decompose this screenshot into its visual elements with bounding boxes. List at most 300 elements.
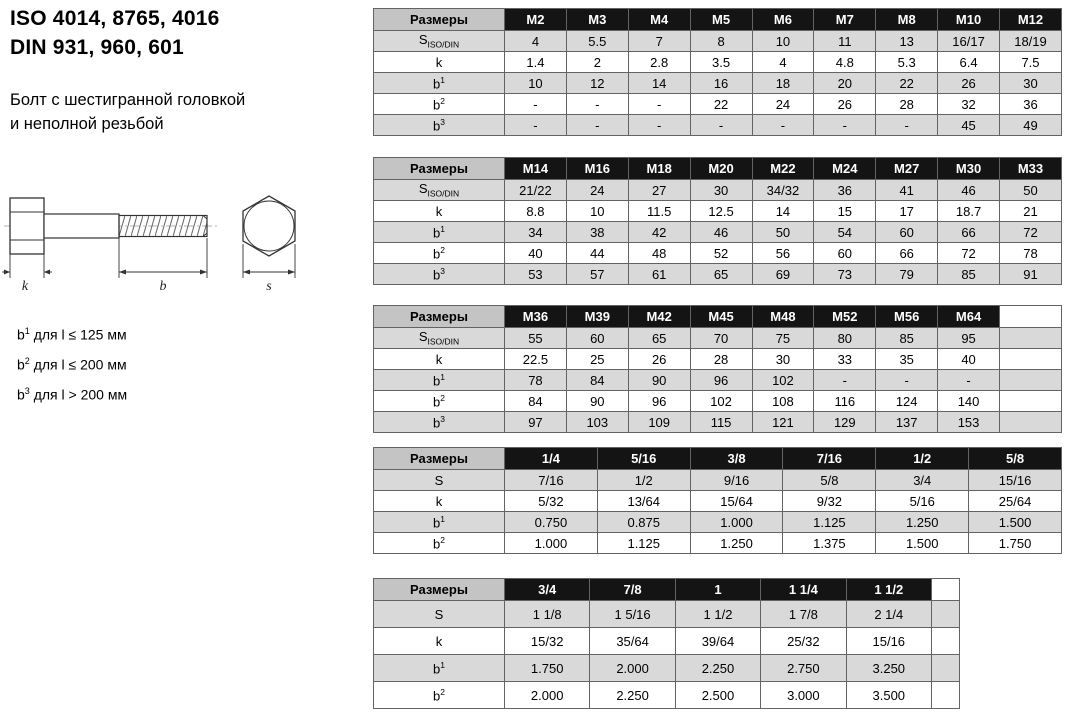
table-cell: 108 bbox=[752, 391, 814, 412]
table-cell: 115 bbox=[690, 412, 752, 433]
col-header-sizes: Размеры bbox=[374, 9, 505, 31]
bolt-head-side-view bbox=[10, 198, 44, 254]
row-label-s: S bbox=[374, 601, 505, 628]
table-cell: 1 1/2 bbox=[675, 601, 760, 628]
table-cell: 1 7/8 bbox=[761, 601, 846, 628]
bolt-technical-drawing bbox=[2, 186, 332, 298]
table-cell bbox=[932, 682, 960, 709]
table-cell bbox=[1000, 391, 1062, 412]
footnote-b2-base: b bbox=[17, 356, 25, 373]
table-cell: 121 bbox=[752, 412, 814, 433]
table-cell: 34/32 bbox=[752, 180, 814, 201]
row-label-s: $S_{ISO/DIN}$ bbox=[374, 328, 505, 349]
table-cell: 30 bbox=[1000, 73, 1062, 94]
table-cell: - bbox=[628, 94, 690, 115]
col-header-m48: M48 bbox=[752, 306, 814, 328]
row-label-b2: $b^2$ bbox=[374, 94, 505, 115]
table-cell: 13 bbox=[876, 31, 938, 52]
row-label-b1: $b^1$ bbox=[374, 512, 505, 533]
table-cell: 40 bbox=[938, 349, 1000, 370]
table-cell: 11 bbox=[814, 31, 876, 52]
table-cell: 56 bbox=[752, 243, 814, 264]
table-cell: 36 bbox=[1000, 94, 1062, 115]
table-cell: 1.250 bbox=[876, 512, 969, 533]
table-cell: 80 bbox=[814, 328, 876, 349]
footnote-b2 bbox=[17, 348, 127, 378]
table-metric-m14-m33 bbox=[373, 157, 1062, 285]
table-cell: 1/2 bbox=[597, 470, 690, 491]
table-cell: 16 bbox=[690, 73, 752, 94]
table-cell: 44 bbox=[566, 243, 628, 264]
table-cell: 60 bbox=[814, 243, 876, 264]
row-label-b2: $b^2$ bbox=[374, 243, 505, 264]
table-metric-m36-m64 bbox=[373, 305, 1062, 433]
table-cell: - bbox=[690, 115, 752, 136]
table-row bbox=[374, 222, 1062, 243]
table-cell: 97 bbox=[505, 412, 567, 433]
table-cell: 10 bbox=[505, 73, 567, 94]
footnote-b2-sup: 2 bbox=[24, 356, 30, 367]
col-header-m14: M14 bbox=[505, 158, 567, 180]
table-cell: 90 bbox=[628, 370, 690, 391]
table-cell: 1.375 bbox=[783, 533, 876, 554]
table-cell: 1.125 bbox=[783, 512, 876, 533]
title-line-2: DIN 931, 960, 601 bbox=[10, 36, 184, 59]
table-cell: 24 bbox=[752, 94, 814, 115]
table-cell: 42 bbox=[628, 222, 690, 243]
col-header-m33: M33 bbox=[1000, 158, 1062, 180]
col-header-m8: M8 bbox=[876, 9, 938, 31]
table-cell: 65 bbox=[690, 264, 752, 285]
table-cell bbox=[932, 628, 960, 655]
footnote-b3-sup: 3 bbox=[24, 386, 30, 397]
table-cell: 1.000 bbox=[690, 512, 783, 533]
table-cell: 18.7 bbox=[938, 201, 1000, 222]
table-cell: 17 bbox=[876, 201, 938, 222]
table-cell: 1.000 bbox=[505, 533, 598, 554]
table-cell: 85 bbox=[938, 264, 1000, 285]
table-cell: 4 bbox=[505, 31, 567, 52]
row-label-k: k bbox=[374, 628, 505, 655]
table-cell: 4 bbox=[752, 52, 814, 73]
col-header-m4: M4 bbox=[628, 9, 690, 31]
table-cell: 3.250 bbox=[846, 655, 931, 682]
row-label-k: k bbox=[374, 349, 505, 370]
table-cell: 72 bbox=[1000, 222, 1062, 243]
table-cell: 5/8 bbox=[783, 470, 876, 491]
table-cell: 73 bbox=[814, 264, 876, 285]
footnote-b3-text: для l > 200 мм bbox=[29, 386, 128, 403]
table-cell: 65 bbox=[628, 328, 690, 349]
table-cell: 90 bbox=[566, 391, 628, 412]
col-header-m20: M20 bbox=[690, 158, 752, 180]
table-cell: 1.500 bbox=[969, 512, 1062, 533]
table-cell: 69 bbox=[752, 264, 814, 285]
footnote-b3 bbox=[17, 378, 127, 408]
table-cell: 22 bbox=[876, 73, 938, 94]
bolt-thread-section bbox=[119, 216, 207, 237]
footnote-b3-base: b bbox=[17, 386, 25, 403]
table-row bbox=[374, 349, 1062, 370]
table-cell: 95 bbox=[938, 328, 1000, 349]
table-cell: 84 bbox=[566, 370, 628, 391]
table-cell: 102 bbox=[752, 370, 814, 391]
table-row bbox=[374, 328, 1062, 349]
table-cell: - bbox=[814, 115, 876, 136]
table-cell: 91 bbox=[1000, 264, 1062, 285]
table-cell: 1.750 bbox=[969, 533, 1062, 554]
col-header-m5: M5 bbox=[690, 9, 752, 31]
table-cell: 1 1/8 bbox=[505, 601, 590, 628]
col-header-m56: M56 bbox=[876, 306, 938, 328]
table-cell bbox=[1000, 412, 1062, 433]
table-cell: 109 bbox=[628, 412, 690, 433]
table-cell: 5.5 bbox=[566, 31, 628, 52]
table-cell: 2.000 bbox=[505, 682, 590, 709]
table-cell: 35/64 bbox=[590, 628, 675, 655]
table-cell: 78 bbox=[1000, 243, 1062, 264]
table-row bbox=[374, 201, 1062, 222]
col-header-m3: M3 bbox=[566, 9, 628, 31]
col-header-sizes: Размеры bbox=[374, 158, 505, 180]
subtitle-line-2: и неполной резьбой bbox=[10, 115, 164, 133]
table-cell: 24 bbox=[566, 180, 628, 201]
table-cell: 78 bbox=[505, 370, 567, 391]
table-imperial-3-4-to-1-1-2 bbox=[373, 578, 960, 709]
table-cell: - bbox=[505, 115, 567, 136]
table-cell: 5/32 bbox=[505, 491, 598, 512]
table-cell: - bbox=[938, 370, 1000, 391]
table-cell: 2.250 bbox=[590, 682, 675, 709]
table-cell: 1.250 bbox=[690, 533, 783, 554]
table-cell: 153 bbox=[938, 412, 1000, 433]
table-row bbox=[374, 73, 1062, 94]
table-cell: 15/32 bbox=[505, 628, 590, 655]
table-cell: 8 bbox=[690, 31, 752, 52]
table-cell: 2.000 bbox=[590, 655, 675, 682]
table-cell: 48 bbox=[628, 243, 690, 264]
table-row bbox=[374, 180, 1062, 201]
table-row bbox=[374, 31, 1062, 52]
table-cell: 33 bbox=[814, 349, 876, 370]
table-cell: - bbox=[876, 370, 938, 391]
table-cell: 116 bbox=[814, 391, 876, 412]
title-line-1: ISO 4014, 8765, 4016 bbox=[10, 7, 220, 30]
table-cell: - bbox=[814, 370, 876, 391]
row-label-k: k bbox=[374, 201, 505, 222]
table-cell: 39/64 bbox=[675, 628, 760, 655]
col-header-m36: M36 bbox=[505, 306, 567, 328]
row-label-b1: $b^1$ bbox=[374, 655, 505, 682]
table-cell: 66 bbox=[938, 222, 1000, 243]
table-cell: 1.750 bbox=[505, 655, 590, 682]
table-row bbox=[374, 115, 1062, 136]
col-header-7-16: 7/16 bbox=[783, 448, 876, 470]
table-cell: 15/64 bbox=[690, 491, 783, 512]
table-row bbox=[374, 264, 1062, 285]
table-row bbox=[374, 655, 960, 682]
table-cell: 14 bbox=[752, 201, 814, 222]
table-row bbox=[374, 601, 960, 628]
table-cell: 84 bbox=[505, 391, 567, 412]
table-cell: 25/64 bbox=[969, 491, 1062, 512]
table-cell: 9/16 bbox=[690, 470, 783, 491]
table-cell: 50 bbox=[752, 222, 814, 243]
col-header-m18: M18 bbox=[628, 158, 690, 180]
table-cell: 57 bbox=[566, 264, 628, 285]
table-cell: 3/4 bbox=[876, 470, 969, 491]
table-cell: 7.5 bbox=[1000, 52, 1062, 73]
table-cell: 1.4 bbox=[505, 52, 567, 73]
table-cell: 12 bbox=[566, 73, 628, 94]
table-cell: 18/19 bbox=[1000, 31, 1062, 52]
table-cell: 9/32 bbox=[783, 491, 876, 512]
table-cell: 52 bbox=[690, 243, 752, 264]
col-header-7-8: 7/8 bbox=[590, 579, 675, 601]
col-header-m6: M6 bbox=[752, 9, 814, 31]
col-header-sizes: Размеры bbox=[374, 579, 505, 601]
table-cell: 30 bbox=[690, 180, 752, 201]
col-header-1-1-2: 1 1/2 bbox=[846, 579, 931, 601]
bolt-head-end-view bbox=[243, 196, 295, 256]
table-cell: 26 bbox=[938, 73, 1000, 94]
col-header-1-2: 1/2 bbox=[876, 448, 969, 470]
table-cell: 8.8 bbox=[505, 201, 567, 222]
row-label-b2: $b^2$ bbox=[374, 391, 505, 412]
table-cell: 15 bbox=[814, 201, 876, 222]
table-cell: 0.875 bbox=[597, 512, 690, 533]
page-title bbox=[10, 4, 220, 62]
table-cell: 137 bbox=[876, 412, 938, 433]
table-cell: 140 bbox=[938, 391, 1000, 412]
col-header-m2: M2 bbox=[505, 9, 567, 31]
table-cell: 14 bbox=[628, 73, 690, 94]
table-cell: - bbox=[876, 115, 938, 136]
table-row bbox=[374, 470, 1062, 491]
table-cell: 70 bbox=[690, 328, 752, 349]
row-label-k: k bbox=[374, 491, 505, 512]
table-cell: 66 bbox=[876, 243, 938, 264]
row-label-s: S bbox=[374, 470, 505, 491]
table-cell: 4.8 bbox=[814, 52, 876, 73]
table-cell: 2 bbox=[566, 52, 628, 73]
table-cell: 10 bbox=[566, 201, 628, 222]
table-cell: 1.125 bbox=[597, 533, 690, 554]
table-cell: 1 5/16 bbox=[590, 601, 675, 628]
table-cell: 12.5 bbox=[690, 201, 752, 222]
table-cell: 20 bbox=[814, 73, 876, 94]
col-header-m22: M22 bbox=[752, 158, 814, 180]
table-cell: 22.5 bbox=[505, 349, 567, 370]
table-cell: 32 bbox=[938, 94, 1000, 115]
col-header-m27: M27 bbox=[876, 158, 938, 180]
subtitle-line-1: Болт с шестигранной головкой bbox=[10, 91, 246, 109]
table-cell: 102 bbox=[690, 391, 752, 412]
table-cell: 46 bbox=[690, 222, 752, 243]
table-cell: 1.500 bbox=[876, 533, 969, 554]
table-cell: 35 bbox=[876, 349, 938, 370]
row-label-b1: $b^1$ bbox=[374, 370, 505, 391]
table-row bbox=[374, 682, 960, 709]
footnote-b1-base: b bbox=[17, 326, 25, 343]
col-header-m64: M64 bbox=[938, 306, 1000, 328]
table-cell: 28 bbox=[876, 94, 938, 115]
row-label-s: $S_{ISO/DIN}$ bbox=[374, 180, 505, 201]
col-header-sizes: Размеры bbox=[374, 448, 505, 470]
table-cell bbox=[932, 655, 960, 682]
table-row bbox=[374, 533, 1062, 554]
table-cell: - bbox=[628, 115, 690, 136]
table-cell: 28 bbox=[690, 349, 752, 370]
table-cell: 34 bbox=[505, 222, 567, 243]
table-cell: 40 bbox=[505, 243, 567, 264]
col-header-sizes: Размеры bbox=[374, 306, 505, 328]
col-header-5-16: 5/16 bbox=[597, 448, 690, 470]
dimension-k-label: k bbox=[21, 279, 29, 294]
col-header-m45: M45 bbox=[690, 306, 752, 328]
col-header-m30: M30 bbox=[938, 158, 1000, 180]
row-label-s: $S_{ISO/DIN}$ bbox=[374, 31, 505, 52]
table-cell: 21/22 bbox=[505, 180, 567, 201]
col-header-m39: M39 bbox=[566, 306, 628, 328]
footnote-b1-text: для l ≤ 125 мм bbox=[29, 326, 127, 343]
table-row bbox=[374, 52, 1062, 73]
table-cell: 5/16 bbox=[876, 491, 969, 512]
table-row bbox=[374, 512, 1062, 533]
col-header-3-4: 3/4 bbox=[505, 579, 590, 601]
table-cell: 3.500 bbox=[846, 682, 931, 709]
table-cell: 30 bbox=[752, 349, 814, 370]
row-label-b1: $b^1$ bbox=[374, 73, 505, 94]
dimension-b-label: b bbox=[159, 279, 167, 294]
footnote-b1-sup: 1 bbox=[24, 326, 30, 336]
table-cell: 50 bbox=[1000, 180, 1062, 201]
table-cell: 26 bbox=[628, 349, 690, 370]
table-cell: 2.750 bbox=[761, 655, 846, 682]
table-imperial-quarter-to-5-8 bbox=[373, 447, 1062, 554]
col-header-1-1-4: 1 1/4 bbox=[761, 579, 846, 601]
table-cell: - bbox=[752, 115, 814, 136]
table-cell: 25 bbox=[566, 349, 628, 370]
table-cell: 16/17 bbox=[938, 31, 1000, 52]
table-cell: - bbox=[566, 94, 628, 115]
col-header-5-8: 5/8 bbox=[969, 448, 1062, 470]
col-header-1: 1 bbox=[675, 579, 760, 601]
row-label-b3: $b^3$ bbox=[374, 115, 505, 136]
table-cell: 11.5 bbox=[628, 201, 690, 222]
page-subtitle bbox=[10, 88, 245, 136]
table-row bbox=[374, 370, 1062, 391]
table-cell: 2 1/4 bbox=[846, 601, 931, 628]
table-cell: 2.8 bbox=[628, 52, 690, 73]
col-header-m12: M12 bbox=[1000, 9, 1062, 31]
table-cell: 79 bbox=[876, 264, 938, 285]
col-header-blank bbox=[1000, 306, 1062, 328]
row-label-b3: $b^3$ bbox=[374, 264, 505, 285]
table-cell: 103 bbox=[566, 412, 628, 433]
footnotes bbox=[17, 318, 127, 408]
table-cell: 13/64 bbox=[597, 491, 690, 512]
table-metric-m2-m12 bbox=[373, 8, 1062, 136]
col-header-m52: M52 bbox=[814, 306, 876, 328]
table-cell: 53 bbox=[505, 264, 567, 285]
table-cell: 18 bbox=[752, 73, 814, 94]
row-label-b3: $b^3$ bbox=[374, 412, 505, 433]
table-cell bbox=[1000, 349, 1062, 370]
table-row bbox=[374, 243, 1062, 264]
table-cell: 96 bbox=[628, 391, 690, 412]
col-header-m10: M10 bbox=[938, 9, 1000, 31]
table-cell: - bbox=[566, 115, 628, 136]
col-header-m7: M7 bbox=[814, 9, 876, 31]
table-cell: 0.750 bbox=[505, 512, 598, 533]
table-cell: 27 bbox=[628, 180, 690, 201]
table-cell: 21 bbox=[1000, 201, 1062, 222]
table-cell: 75 bbox=[752, 328, 814, 349]
col-header-m24: M24 bbox=[814, 158, 876, 180]
bolt-shank bbox=[44, 214, 119, 238]
table-cell bbox=[1000, 328, 1062, 349]
table-cell: 2.500 bbox=[675, 682, 760, 709]
table-cell bbox=[1000, 370, 1062, 391]
col-header-1-4: 1/4 bbox=[505, 448, 598, 470]
table-cell: 41 bbox=[876, 180, 938, 201]
table-row bbox=[374, 412, 1062, 433]
row-label-k: k bbox=[374, 52, 505, 73]
table-cell: 124 bbox=[876, 391, 938, 412]
row-label-b1: $b^1$ bbox=[374, 222, 505, 243]
table-cell: 36 bbox=[814, 180, 876, 201]
col-header-m42: M42 bbox=[628, 306, 690, 328]
table-cell: 129 bbox=[814, 412, 876, 433]
table-cell: 3.000 bbox=[761, 682, 846, 709]
table-cell: 96 bbox=[690, 370, 752, 391]
table-cell: 10 bbox=[752, 31, 814, 52]
table-cell: 45 bbox=[938, 115, 1000, 136]
table-cell: 15/16 bbox=[969, 470, 1062, 491]
table-cell: 55 bbox=[505, 328, 567, 349]
dimension-k bbox=[2, 254, 52, 278]
table-row bbox=[374, 491, 1062, 512]
table-cell: 72 bbox=[938, 243, 1000, 264]
table-cell: 2.250 bbox=[675, 655, 760, 682]
col-header-m16: M16 bbox=[566, 158, 628, 180]
table-cell: - bbox=[505, 94, 567, 115]
table-cell: 7/16 bbox=[505, 470, 598, 491]
table-row bbox=[374, 94, 1062, 115]
table-cell: 46 bbox=[938, 180, 1000, 201]
table-cell: 25/32 bbox=[761, 628, 846, 655]
dimension-b bbox=[119, 238, 207, 278]
table-cell: 15/16 bbox=[846, 628, 931, 655]
table-cell: 3.5 bbox=[690, 52, 752, 73]
table-cell: 22 bbox=[690, 94, 752, 115]
table-cell: 5.3 bbox=[876, 52, 938, 73]
table-cell bbox=[932, 601, 960, 628]
table-cell: 49 bbox=[1000, 115, 1062, 136]
table-cell: 6.4 bbox=[938, 52, 1000, 73]
table-cell: 26 bbox=[814, 94, 876, 115]
table-cell: 60 bbox=[566, 328, 628, 349]
col-header-3-8: 3/8 bbox=[690, 448, 783, 470]
table-cell: 54 bbox=[814, 222, 876, 243]
footnote-b1 bbox=[17, 318, 127, 348]
dimension-s-label: s bbox=[266, 279, 272, 294]
row-label-b2: $b^2$ bbox=[374, 682, 505, 709]
table-cell: 85 bbox=[876, 328, 938, 349]
row-label-b2: $b^2$ bbox=[374, 533, 505, 554]
col-header-blank bbox=[932, 579, 960, 601]
